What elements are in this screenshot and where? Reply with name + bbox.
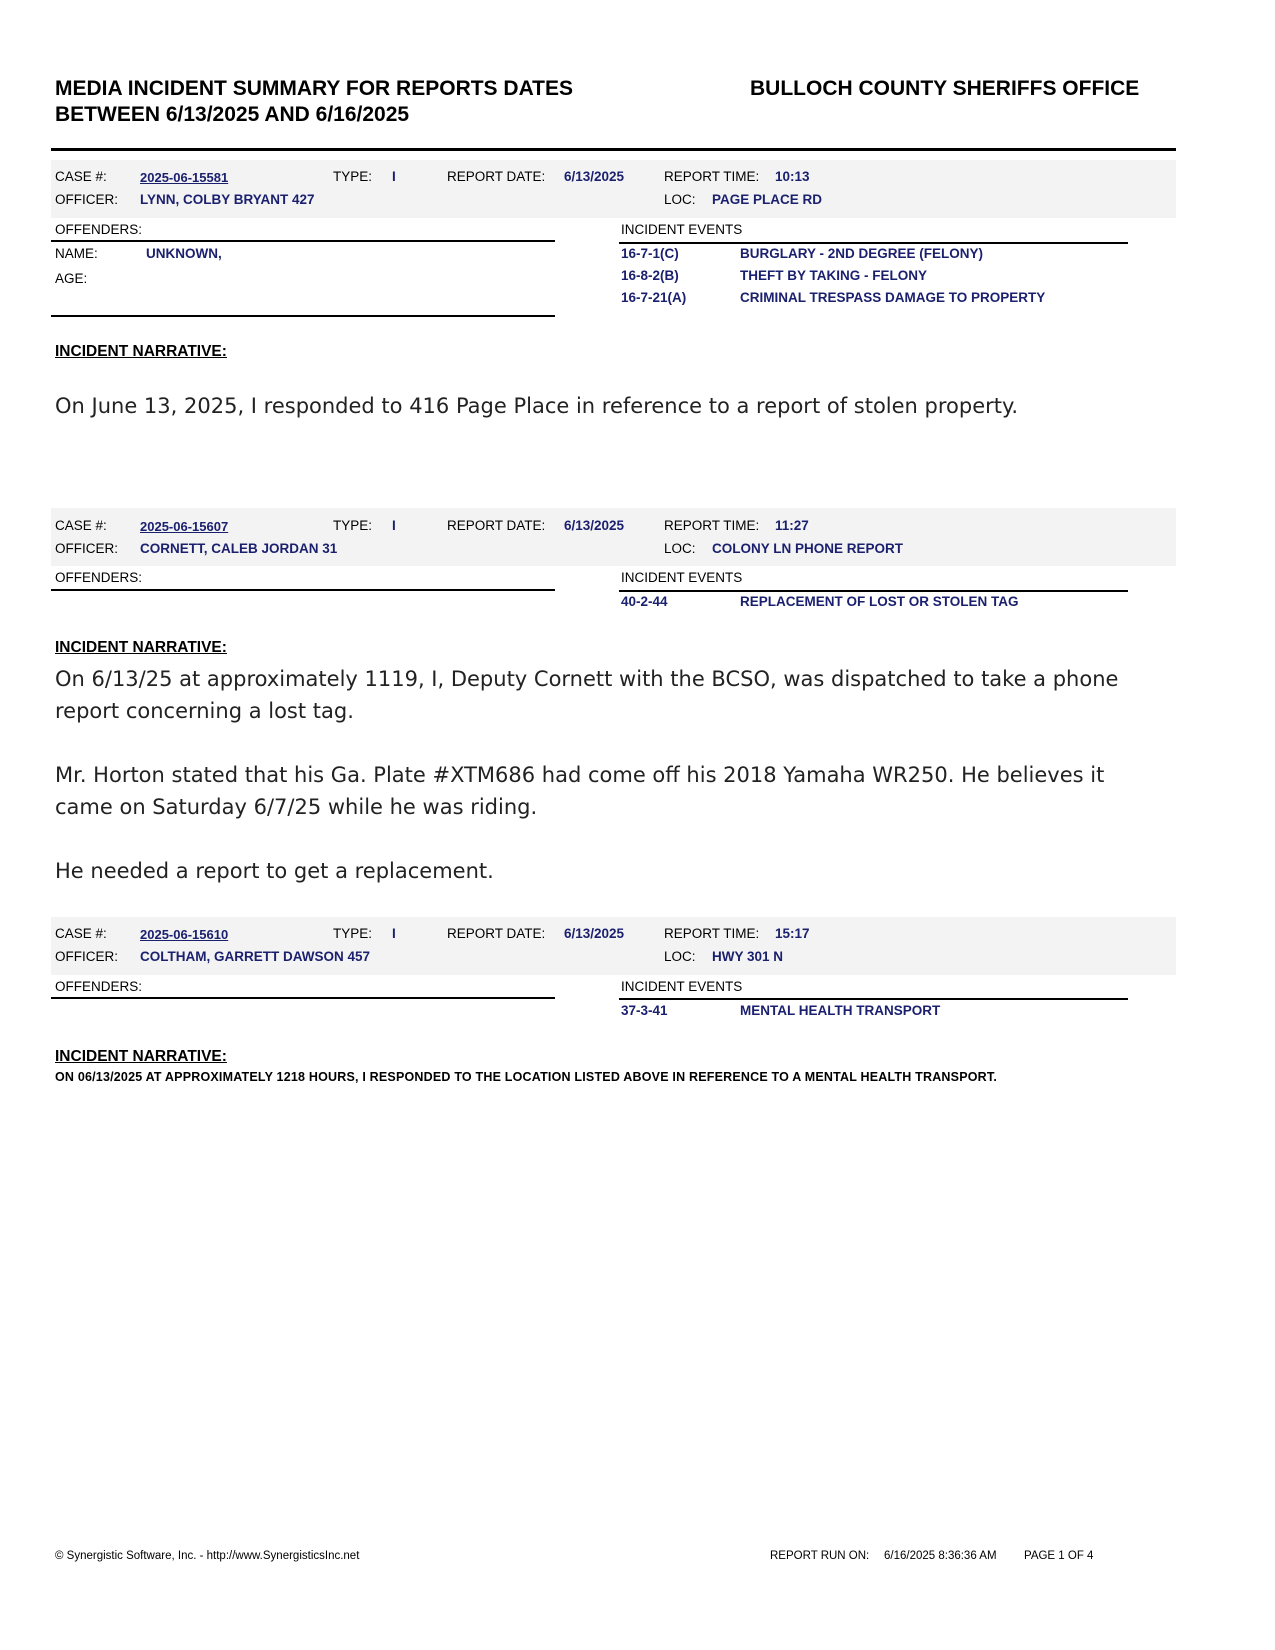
event-code: 16-7-21(A)	[621, 290, 687, 305]
officer-value: COLTHAM, GARRETT DAWSON 457	[140, 949, 371, 964]
narrative-heading: INCIDENT NARRATIVE:	[55, 1048, 227, 1065]
report-date-label: REPORT DATE:	[447, 518, 546, 533]
officer-label: OFFICER:	[55, 541, 118, 556]
report-date-value: 6/13/2025	[564, 518, 625, 533]
officer-label: OFFICER:	[55, 949, 118, 964]
narrative-paragraph: On June 13, 2025, I responded to 416 Page Place in reference to a report of stolen property.	[55, 394, 1019, 418]
offender-name-value: UNKNOWN,	[146, 246, 222, 261]
type-value: I	[392, 518, 396, 533]
incident-events-rule	[619, 998, 1128, 1000]
loc-value: COLONY LN PHONE REPORT	[712, 541, 904, 556]
report-time-value: 15:17	[775, 926, 810, 941]
case-label: CASE #:	[55, 169, 107, 184]
report-date-value: 6/13/2025	[564, 169, 625, 184]
event-code: 16-8-2(B)	[621, 268, 679, 283]
report-time-label: REPORT TIME:	[664, 926, 760, 941]
report-date-label: REPORT DATE:	[447, 926, 546, 941]
event-description: REPLACEMENT OF LOST OR STOLEN TAG	[740, 594, 1019, 609]
footer-run-on-label: REPORT RUN ON:	[770, 1550, 870, 1562]
event-description: BURGLARY - 2ND DEGREE (FELONY)	[740, 246, 984, 261]
offender-age-label: AGE:	[55, 271, 88, 286]
report-time-label: REPORT TIME:	[664, 518, 760, 533]
report-date-label: REPORT DATE:	[447, 169, 546, 184]
event-code: 16-7-1(C)	[621, 246, 679, 261]
event-code: 40-2-44	[621, 594, 668, 609]
case-label: CASE #:	[55, 926, 107, 941]
officer-value: LYNN, COLBY BRYANT 427	[140, 192, 315, 207]
event-description: CRIMINAL TRESPASS DAMAGE TO PROPERTY	[740, 290, 1046, 305]
incident-events-label: INCIDENT EVENTS	[621, 222, 743, 237]
offenders-rule	[51, 240, 555, 242]
incident-events-rule	[619, 242, 1128, 244]
type-value: I	[392, 169, 396, 184]
offenders-label: OFFENDERS:	[55, 979, 143, 994]
report-date-value: 6/13/2025	[564, 926, 625, 941]
footer-copyright: © Synergistic Software, Inc. - http://www.SynergisticsInc.net	[55, 1550, 360, 1562]
officer-label: OFFICER:	[55, 192, 118, 207]
type-label: TYPE:	[333, 169, 373, 184]
header-divider	[51, 148, 1176, 151]
report-time-value: 11:27	[775, 518, 809, 533]
officer-value: CORNETT, CALEB JORDAN 31	[140, 541, 338, 556]
offenders-bottom-rule	[51, 315, 555, 317]
footer-run-on: 6/16/2025 8:36:36 AM	[884, 1550, 997, 1562]
footer-page-number: PAGE 1 OF 4	[1024, 1550, 1094, 1562]
narrative-heading: INCIDENT NARRATIVE:	[55, 343, 227, 360]
report-title	[55, 76, 695, 128]
loc-label: LOC:	[664, 949, 696, 964]
offenders-rule	[51, 589, 555, 591]
report-time-value: 10:13	[775, 169, 810, 184]
event-description: MENTAL HEALTH TRANSPORT	[740, 1003, 941, 1018]
type-label: TYPE:	[333, 926, 373, 941]
event-description: THEFT BY TAKING - FELONY	[740, 268, 927, 283]
offender-name-label: NAME:	[55, 246, 98, 261]
offenders-label: OFFENDERS:	[55, 222, 143, 237]
report-title-line2: BETWEEN 6/13/2025 AND 6/16/2025	[55, 103, 410, 126]
incident-events-label: INCIDENT EVENTS	[621, 979, 743, 994]
narrative-heading: INCIDENT NARRATIVE:	[55, 639, 227, 656]
loc-label: LOC:	[664, 541, 696, 556]
offenders-rule	[51, 997, 555, 999]
incident-events-rule	[619, 590, 1128, 592]
narrative-paragraph: Mr. Horton stated that his Ga. Plate #XTM686 had come off his 2018 Yamaha WR250. He believes it came on Saturday 6/7/25 while he was riding.	[55, 763, 1105, 819]
narrative-paragraph: On 6/13/25 at approximately 1119, I, Deputy Cornett with the BCSO, was dispatched to take a phone report concerning a lost tag.	[55, 667, 1119, 723]
incident-events-label: INCIDENT EVENTS	[621, 570, 743, 585]
case-number-link[interactable]: 2025-06-15610	[140, 927, 229, 942]
loc-value: HWY 301 N	[712, 949, 784, 964]
case-number-link[interactable]: 2025-06-15607	[140, 519, 229, 534]
event-code: 37-3-41	[621, 1003, 668, 1018]
report-title-line1: MEDIA INCIDENT SUMMARY FOR REPORTS DATES	[55, 77, 574, 100]
type-value: I	[392, 926, 396, 941]
loc-value: PAGE PLACE RD	[712, 192, 823, 207]
case-info-band	[51, 508, 1176, 566]
case-number-link[interactable]: 2025-06-15581	[140, 170, 229, 185]
narrative-paragraph: He needed a report to get a replacement.	[55, 859, 494, 883]
loc-label: LOC:	[664, 192, 696, 207]
offenders-label: OFFENDERS:	[55, 570, 143, 585]
case-label: CASE #:	[55, 518, 107, 533]
type-label: TYPE:	[333, 518, 373, 533]
report-time-label: REPORT TIME:	[664, 169, 760, 184]
narrative-paragraph: ON 06/13/2025 AT APPROXIMATELY 1218 HOURS, I RESPONDED TO THE LOCATION LISTED ABOVE IN REFERENCE TO A MENTAL HEALTH TRANSPORT.	[55, 1070, 998, 1084]
agency-name: BULLOCH COUNTY SHERIFFS OFFICE	[750, 77, 1140, 100]
